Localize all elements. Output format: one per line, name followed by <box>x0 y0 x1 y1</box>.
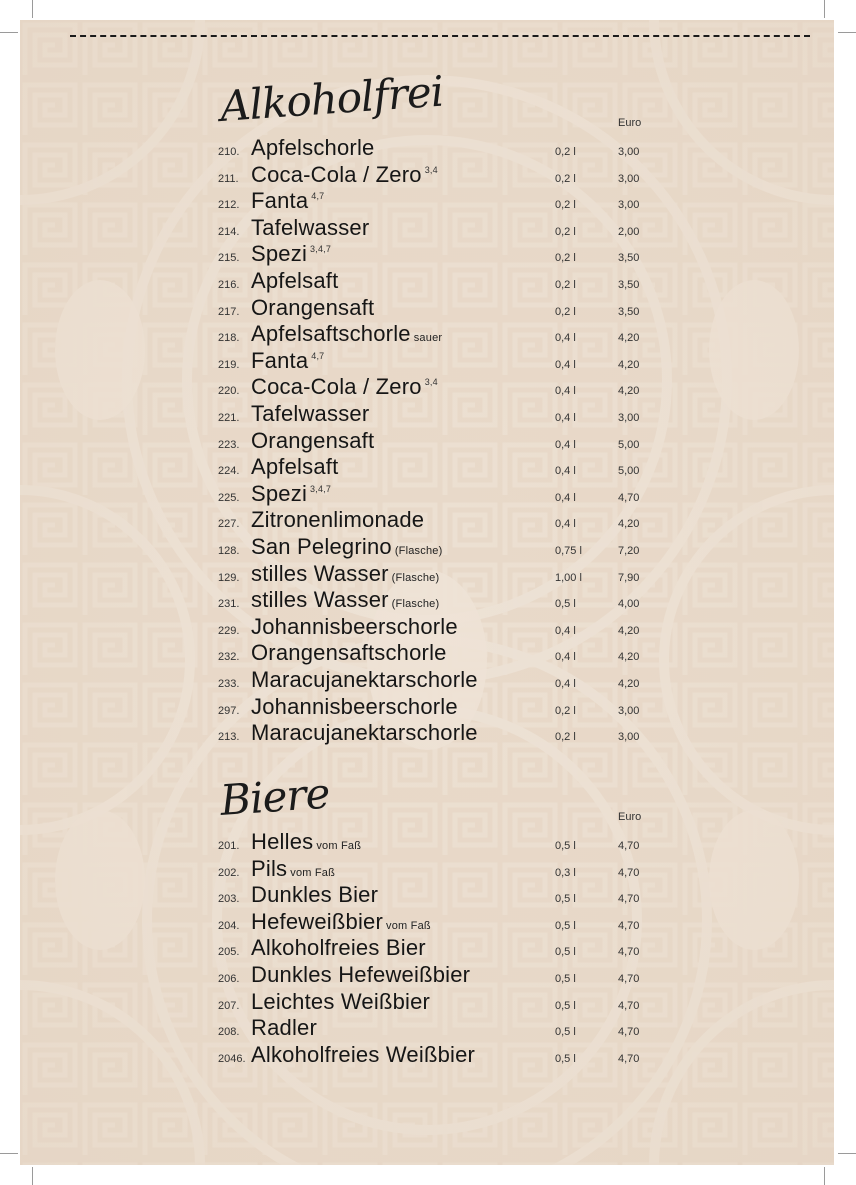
item-suffix: (Flasche) <box>394 545 443 557</box>
item-volume: 0,2 l <box>555 199 576 212</box>
item-number: 128. <box>218 545 240 557</box>
menu-item <box>218 640 648 666</box>
item-volume: 0,2 l <box>555 704 576 717</box>
item-name-text: Fanta <box>251 188 309 214</box>
menu-item <box>218 935 648 961</box>
item-name-text: San Pelegrino <box>251 534 392 559</box>
item-name-text: Johannisbeerschorle <box>251 693 458 719</box>
item-name-text: Radler <box>251 1015 318 1041</box>
item-name <box>251 481 331 507</box>
item-name <box>251 909 431 935</box>
item-name-text: Johannisbeerschorle <box>251 613 458 639</box>
item-number: 204. <box>218 919 240 932</box>
menu-item <box>218 162 648 188</box>
item-price: 4,70 <box>618 893 640 906</box>
item-name-text: Maracujanektarschorle <box>251 720 478 746</box>
menu-item <box>218 1042 648 1068</box>
item-name-text: Spezi <box>251 241 308 267</box>
item-name <box>251 454 338 480</box>
menu-item <box>218 268 648 294</box>
item-name-text: Zitronenlimonade <box>251 507 425 533</box>
menu-item <box>218 481 648 507</box>
item-number: 214. <box>218 225 240 238</box>
menu-item <box>218 667 648 693</box>
menu-item <box>218 428 648 454</box>
item-number: 233. <box>218 678 240 690</box>
item-price: 4,20 <box>618 678 640 690</box>
item-number: 201. <box>218 840 240 852</box>
item-price: 3,50 <box>618 252 640 265</box>
item-name <box>251 348 324 374</box>
item-number: 215. <box>218 252 240 265</box>
item-price: 4,70 <box>618 491 640 504</box>
item-name <box>251 321 442 347</box>
item-volume: 0,4 l <box>555 651 576 664</box>
menu-item <box>218 909 648 935</box>
menu-item <box>218 401 648 427</box>
item-name-text: Maracujanektarschorle <box>251 667 478 692</box>
section-title: Alkoholfrei <box>218 66 445 131</box>
item-name <box>251 507 424 533</box>
item-volume: 0,5 l <box>555 1026 576 1039</box>
item-name <box>251 401 369 427</box>
item-price: 4,70 <box>618 946 640 959</box>
item-price: 4,70 <box>618 973 640 985</box>
menu-item <box>218 614 648 640</box>
item-name <box>251 694 458 720</box>
item-number: 221. <box>218 412 240 424</box>
menu-item <box>218 962 648 988</box>
item-number: 208. <box>218 1026 240 1039</box>
item-price: 5,00 <box>618 438 640 451</box>
item-volume: 0,5 l <box>555 946 576 959</box>
item-suffix: vom Faß <box>386 919 431 932</box>
item-volume: 0,5 l <box>555 1052 576 1065</box>
currency-header: Euro <box>618 117 642 129</box>
item-volume: 0,4 l <box>555 678 576 690</box>
item-name <box>251 935 426 961</box>
menu-item <box>218 561 648 587</box>
item-name <box>251 428 374 454</box>
item-number: 231. <box>218 598 240 611</box>
item-number: 223. <box>218 438 240 451</box>
item-suffix: vom Faß <box>290 866 336 879</box>
item-name-text: Pils <box>251 855 288 881</box>
item-name-text: Leichtes Weißbier <box>251 988 431 1014</box>
menu-item <box>218 534 648 560</box>
item-price: 3,50 <box>618 279 640 291</box>
additive-note: 3,4,7 <box>310 483 332 494</box>
item-number: 220. <box>218 385 240 398</box>
item-volume: 0,2 l <box>555 252 576 265</box>
item-name <box>251 268 338 294</box>
item-price: 3,00 <box>618 731 640 744</box>
item-volume: 0,4 l <box>555 624 576 637</box>
item-name-text: Hefeweißbier <box>251 908 384 934</box>
menu-item <box>218 241 648 267</box>
item-number: 210. <box>218 146 240 158</box>
item-number: 218. <box>218 332 240 345</box>
menu-item <box>218 694 648 720</box>
menu-item <box>218 454 648 480</box>
item-name-text: Orangensaftschorle <box>251 640 447 666</box>
item-number: 202. <box>218 866 240 879</box>
item-suffix: sauer <box>413 332 443 345</box>
item-suffix: (Flasche) <box>391 571 440 584</box>
menu-item <box>218 348 648 374</box>
menu-item <box>218 321 648 347</box>
item-name-text: Apfelsaft <box>251 454 339 480</box>
menu-item <box>218 135 648 161</box>
menu-item <box>218 215 648 241</box>
item-volume: 0,2 l <box>555 279 576 291</box>
item-number: 213. <box>218 731 240 744</box>
item-name-text: Tafelwasser <box>251 214 370 240</box>
item-volume: 0,2 l <box>555 146 576 158</box>
item-name <box>251 720 478 746</box>
menu-item <box>218 882 648 908</box>
item-volume: 0,4 l <box>555 358 576 371</box>
item-name <box>251 295 374 321</box>
additive-note: 3,4,7 <box>310 244 332 255</box>
item-volume: 0,4 l <box>555 332 576 345</box>
item-price: 3,00 <box>618 146 640 158</box>
item-price: 4,00 <box>618 598 640 611</box>
item-name-text: Orangensaft <box>251 294 375 320</box>
item-name-text: Spezi <box>251 480 308 506</box>
item-price: 3,00 <box>618 199 640 212</box>
item-suffix: vom Faß <box>316 840 362 852</box>
item-volume: 0,5 l <box>555 999 576 1012</box>
additive-note: 3,4 <box>424 377 438 388</box>
item-volume: 0,3 l <box>555 866 576 879</box>
item-name <box>251 215 369 241</box>
menu-item <box>218 1015 648 1041</box>
item-suffix: (Flasche) <box>391 598 440 611</box>
item-name-text: Coca-Cola / Zero <box>251 374 422 400</box>
item-price: 4,20 <box>618 358 640 371</box>
item-volume: 0,4 l <box>555 491 576 504</box>
item-price: 2,00 <box>618 225 640 238</box>
item-name-text: stilles Wasser <box>251 587 389 613</box>
item-name-text: Dunkles Hefeweißbier <box>251 962 471 987</box>
menu-item <box>218 587 648 613</box>
item-price: 4,20 <box>618 651 640 664</box>
item-name <box>251 989 430 1015</box>
item-name-text: Dunkles Bier <box>251 882 379 908</box>
item-volume: 0,4 l <box>555 465 576 478</box>
item-price: 3,00 <box>618 704 640 717</box>
menu-item <box>218 507 648 533</box>
menu-item <box>218 295 648 321</box>
menu-item <box>218 856 648 882</box>
item-volume: 0,5 l <box>555 840 576 852</box>
item-number: 129. <box>218 571 240 584</box>
item-number: 2046. <box>218 1052 246 1065</box>
item-volume: 0,5 l <box>555 973 576 985</box>
section-title: Biere <box>218 768 331 825</box>
item-name-text: Tafelwasser <box>251 401 370 426</box>
item-number: 203. <box>218 893 240 906</box>
item-volume: 0,2 l <box>555 225 576 238</box>
item-price: 7,90 <box>618 571 640 584</box>
item-price: 4,20 <box>618 624 640 637</box>
item-number: 211. <box>218 172 239 185</box>
item-name <box>251 1015 317 1041</box>
item-name <box>251 374 438 400</box>
item-volume: 0,4 l <box>555 438 576 451</box>
item-name-text: Apfelsaft <box>251 268 339 293</box>
additive-note: 4,7 <box>311 191 325 202</box>
item-volume: 0,2 l <box>555 731 576 744</box>
item-price: 4,20 <box>618 518 640 531</box>
item-name-text: Alkoholfreies Bier <box>251 935 426 961</box>
item-price: 4,70 <box>618 919 640 932</box>
item-price: 7,20 <box>618 545 640 557</box>
item-name <box>251 829 361 855</box>
item-name <box>251 162 438 188</box>
item-number: 224. <box>218 465 240 478</box>
item-name <box>251 534 442 560</box>
item-name <box>251 188 324 214</box>
item-volume: 0,75 l <box>555 545 582 557</box>
item-number: 206. <box>218 973 240 985</box>
menu-item <box>218 989 648 1015</box>
item-name <box>251 1042 475 1068</box>
item-volume: 0,2 l <box>555 172 576 185</box>
item-price: 3,50 <box>618 305 640 318</box>
item-price: 4,70 <box>618 1026 640 1039</box>
item-name <box>251 587 439 613</box>
additive-note: 4,7 <box>311 350 325 361</box>
item-name <box>251 640 447 666</box>
menu-item <box>218 720 648 746</box>
item-number: 212. <box>218 199 240 212</box>
item-price: 4,70 <box>618 866 640 879</box>
item-name <box>251 135 374 161</box>
item-number: 227. <box>218 518 240 531</box>
item-number: 205. <box>218 946 240 959</box>
item-name-text: Coca-Cola / Zero <box>251 161 422 187</box>
item-volume: 0,5 l <box>555 893 576 906</box>
item-volume: 1,00 l <box>555 571 582 584</box>
item-name-text: Alkoholfreies Weißbier <box>251 1041 476 1067</box>
menu-item <box>218 188 648 214</box>
item-name <box>251 561 439 587</box>
item-name-text: Apfelschorle <box>251 135 375 160</box>
item-number: 297. <box>218 704 240 717</box>
item-number: 229. <box>218 624 240 637</box>
item-volume: 0,4 l <box>555 385 576 398</box>
item-name <box>251 241 331 267</box>
item-name <box>251 667 478 693</box>
item-name <box>251 614 458 640</box>
additive-note: 3,4 <box>424 164 438 175</box>
item-price: 3,00 <box>618 172 640 185</box>
item-price: 5,00 <box>618 465 640 478</box>
menu-item <box>218 374 648 400</box>
item-volume: 0,2 l <box>555 305 576 318</box>
item-price: 3,00 <box>618 412 640 424</box>
item-number: 216. <box>218 279 240 291</box>
item-volume: 0,5 l <box>555 598 576 611</box>
item-price: 4,70 <box>618 1052 640 1065</box>
item-volume: 0,4 l <box>555 518 576 531</box>
item-name-text: Orangensaft <box>251 427 375 453</box>
item-name <box>251 882 378 908</box>
item-name-text: stilles Wasser <box>251 560 389 586</box>
item-price: 4,20 <box>618 385 640 398</box>
item-number: 217. <box>218 305 240 318</box>
item-name-text: Apfelsaftschorle <box>251 321 411 347</box>
currency-header: Euro <box>618 811 642 823</box>
item-price: 4,70 <box>618 999 640 1012</box>
item-name <box>251 962 470 988</box>
item-name <box>251 856 335 882</box>
item-price: 4,20 <box>618 332 640 345</box>
item-number: 207. <box>218 999 240 1012</box>
item-number: 232. <box>218 651 240 664</box>
item-name-text: Fanta <box>251 347 309 373</box>
item-number: 225. <box>218 491 240 504</box>
item-price: 4,70 <box>618 840 640 852</box>
item-name-text: Helles <box>251 829 314 854</box>
item-volume: 0,5 l <box>555 919 576 932</box>
item-number: 219. <box>218 358 240 371</box>
item-volume: 0,4 l <box>555 412 576 424</box>
menu-item <box>218 829 648 855</box>
